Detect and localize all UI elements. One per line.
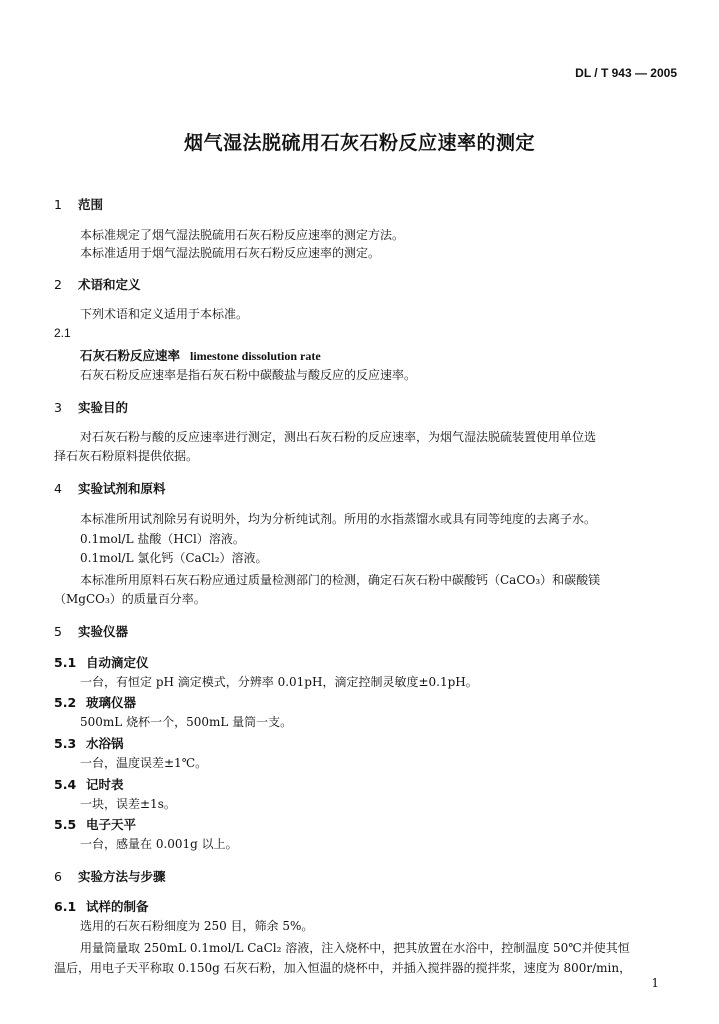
section-title: 实验目的 — [78, 400, 129, 415]
page-title: 烟气湿法脱硫用石灰石粉反应速率的测定 — [183, 132, 535, 154]
paragraph: 0.1mol/L 氯化钙（CaCl₂）溶液。 — [80, 551, 268, 565]
section-2-heading — [54, 275, 141, 293]
paragraph: 一台，感量在 0.001g 以上。 — [80, 837, 238, 851]
section-number: 3 — [54, 400, 62, 415]
paragraph: 本标准规定了烟气湿法脱硫用石灰石粉反应速率的测定方法。 — [80, 228, 405, 242]
subsection-title: 玻璃仪器 — [86, 695, 137, 710]
subsection-number: 5.2 — [54, 695, 77, 710]
section-title: 实验方法与步骤 — [78, 869, 166, 884]
subsection-title: 试样的制备 — [86, 899, 149, 914]
section-1-heading — [54, 195, 103, 213]
subsection-title: 自动滴定仪 — [86, 655, 149, 670]
section-3-heading — [54, 398, 128, 416]
subsection-number: 5.3 — [54, 736, 77, 751]
term-chinese: 石灰石粉反应速率 — [80, 348, 181, 363]
term-english: limestone dissolution rate — [190, 349, 321, 363]
paragraph: 对石灰石粉与酸的反应速率进行测定，测出石灰石粉的反应速率，为烟气湿法脱硫装置使用单位选 — [80, 430, 597, 444]
paragraph: 择石灰石粉原料提供依据。 — [54, 449, 199, 463]
section-title: 范围 — [78, 197, 104, 212]
subsection-number: 5.4 — [54, 777, 77, 792]
paragraph: 一块，误差±1s。 — [80, 797, 176, 811]
document-number: DL / T 943 — 2005 — [575, 66, 677, 80]
paragraph: 500mL 烧杯一个，500mL 量筒一支。 — [80, 715, 293, 729]
subsection-title: 电子天平 — [86, 817, 137, 832]
subsection-5-3-heading — [54, 734, 124, 752]
term-line — [80, 346, 321, 364]
section-title: 实验试剂和原料 — [78, 481, 166, 496]
subsection-number: 6.1 — [54, 899, 77, 914]
section-number: 4 — [54, 481, 62, 496]
section-6-heading — [54, 867, 166, 885]
subsection-5-4-heading — [54, 775, 124, 793]
section-number: 6 — [54, 869, 62, 884]
subsection-5-5-heading — [54, 815, 136, 833]
paragraph: 本标准所用试剂除另有说明外，均为分析纯试剂。所用的水指蒸馏水或具有同等纯度的去离子水。 — [80, 512, 597, 526]
page-number: 1 — [651, 976, 659, 990]
section-4-heading — [54, 479, 166, 497]
section-number: 5 — [54, 624, 62, 639]
subsection-5-2-heading — [54, 693, 136, 711]
paragraph: 选用的石灰石粉细度为 250 目，筛余 5%。 — [80, 919, 314, 933]
subsection-number: 5.5 — [54, 817, 77, 832]
paragraph: 本标准适用于烟气湿法脱硫用石灰石粉反应速率的测定。 — [80, 246, 381, 260]
paragraph: 温后，用电子天平称取 0.150g 石灰石粉，加入恒温的烧杯中，并插入搅拌器的搅拌浆，速度为 800r/min， — [54, 961, 632, 975]
paragraph: （MgCO₃）的质量百分率。 — [54, 592, 206, 606]
section-title: 术语和定义 — [78, 277, 141, 292]
paragraph: 0.1mol/L 盐酸（HCl）溶液。 — [80, 532, 245, 546]
subsection-title: 水浴锅 — [86, 736, 124, 751]
subsection-5-1-heading — [54, 653, 149, 671]
section-title: 实验仪器 — [78, 624, 129, 639]
term-definition: 石灰石粉反应速率是指石灰石粉中碳酸盐与酸反应的反应速率。 — [80, 368, 417, 382]
paragraph: 一台，温度误差±1℃。 — [80, 756, 208, 770]
paragraph: 本标准所用原料石灰石粉应通过质量检测部门的检测，确定石灰石粉中碳酸钙（CaCO₃）和碳酸镁 — [80, 573, 601, 587]
subsection-number: 2.1 — [54, 326, 71, 340]
subsection-number: 5.1 — [54, 655, 77, 670]
section-5-heading — [54, 622, 128, 640]
subsection-6-1-heading — [54, 897, 149, 915]
subsection-title: 记时表 — [86, 777, 124, 792]
paragraph: 下列术语和定义适用于本标准。 — [80, 307, 249, 321]
section-number: 1 — [54, 197, 62, 212]
paragraph: 用量筒量取 250mL 0.1mol/L CaCl₂ 溶液，注入烧杯中，把其放置在水浴中，控制温度 50℃并使其恒 — [80, 941, 630, 955]
section-number: 2 — [54, 277, 62, 292]
paragraph: 一台，有恒定 pH 滴定模式，分辨率 0.01pH，滴定控制灵敏度±0.1pH。 — [80, 675, 478, 689]
